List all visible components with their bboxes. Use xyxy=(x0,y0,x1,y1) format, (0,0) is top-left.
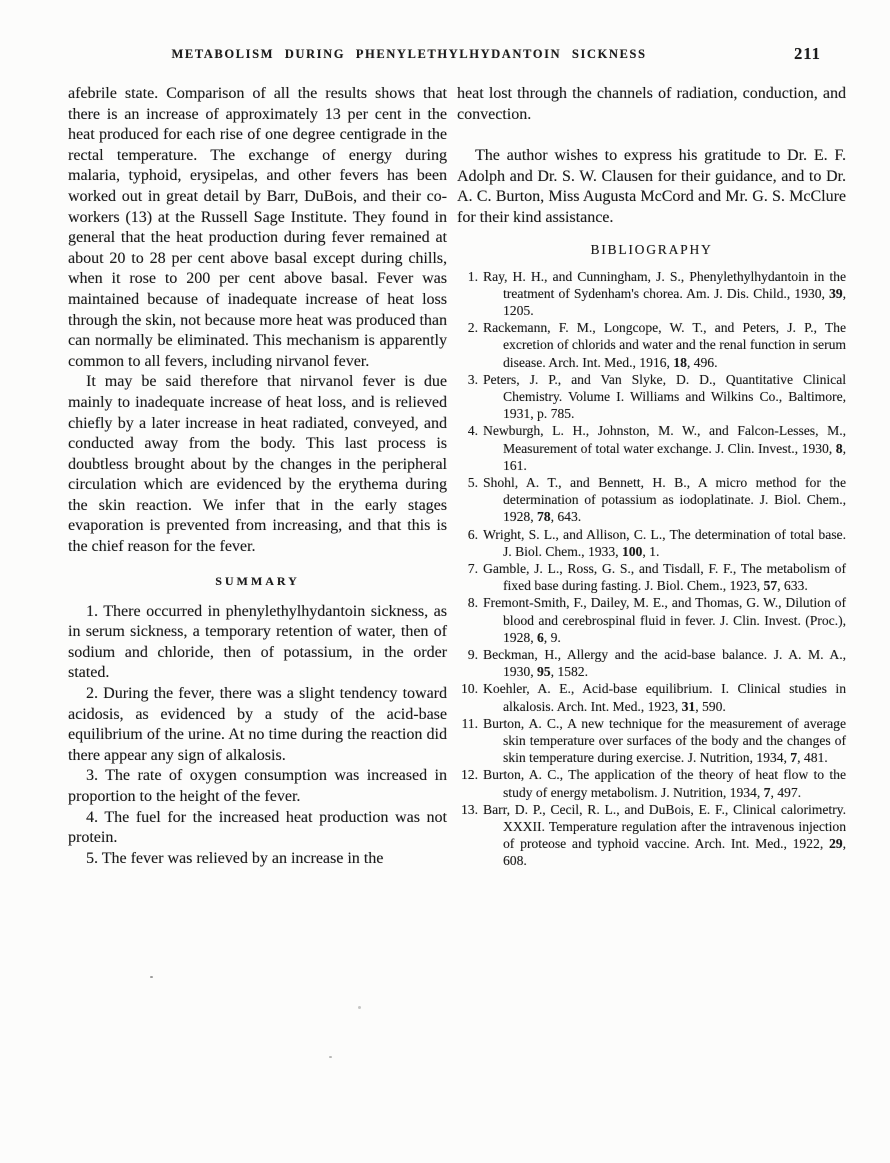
reference-number: 10. xyxy=(461,681,478,697)
summary-item: 3. The rate of oxygen consumption was increased in proportion to the height of the fever. xyxy=(68,767,447,805)
body-paragraph: afebrile state. Comparison of all the results shows that there is an increase of approximately 13 per cent in the heat produced for each rise of one degree centigrade in the rectal temperature. The exchange of energy during malaria, typhoid, erysipelas, and other fevers has been worked out in great detail by Barr, DuBois, and their co-workers (13) at the Russell Sage Institute. They found in general that the heat production during fever remained at about 20 to 28 per cent above basal except during chills, when it rose to 200 per cent above basal. Fever was maintained because of inadequate increase of heat loss through the skin, not because more heat was produced than can normally be eliminated. This mechanism is apparently common to all fevers, including nirvanol fever. xyxy=(68,85,447,370)
bibliography-heading: BIBLIOGRAPHY xyxy=(590,241,713,257)
reference-text: Wright, S. L., and Allison, C. L., The determination of total base. J. Biol. Chem., 1933, xyxy=(483,526,846,559)
reference-number: 4. xyxy=(467,423,478,439)
reference-text: , 1205. xyxy=(503,285,846,318)
reference-text: , 633. xyxy=(777,578,808,594)
reference-text: , 1582. xyxy=(550,664,588,680)
summary-item: 2. During the fever, there was a slight tendency toward acidosis, as evidenced by a study of the acid-base equilibrium of the urine. At no time during the reaction did there appear any sign of alkalosis. xyxy=(68,685,447,764)
scan-speck xyxy=(150,976,153,978)
reference-text: , 608. xyxy=(503,836,846,869)
reference-item xyxy=(457,474,846,526)
reference-text: Ray, H. H., and Cunningham, J. S., Phenylethylhydantoin in the treatment of Sydenham's chorea. Am. J. Dis. Child., 1930, xyxy=(483,268,846,301)
reference-text: , 161. xyxy=(503,440,846,473)
summary-item: 5. The fever was relieved by an increase in the xyxy=(86,849,384,867)
reference-number: 1. xyxy=(467,268,478,284)
scan-speck xyxy=(329,1056,332,1058)
acknowledgment-paragraph: The author wishes to express his gratitude to Dr. E. F. Adolph and Dr. S. W. Clausen for their guidance, and to Dr. A. C. Burton, Miss Augusta McCord and Mr. G. S. McClure for their kind assistance. xyxy=(457,147,846,226)
reference-number: 9. xyxy=(467,647,478,663)
reference-volume: 39 xyxy=(829,285,843,301)
scan-speck xyxy=(358,1006,361,1009)
reference-volume: 31 xyxy=(681,698,696,714)
reference-volume: 29 xyxy=(829,836,843,852)
reference-item xyxy=(457,319,846,371)
reference-item xyxy=(457,594,846,646)
reference-volume: 78 xyxy=(536,509,551,525)
reference-item xyxy=(457,422,846,474)
reference-number: 13. xyxy=(461,801,478,817)
reference-text: Newburgh, L. H., Johnston, M. W., and Falcon-Lesses, M., Measurement of total water exchange. J. Clin. Invest., 1930, xyxy=(483,423,846,456)
reference-text: Peters, J. P., and Van Slyke, D. D., Quantitative Clinical Chemistry. Volume I. Williams and Wilkins Co., Baltimore, 1931, p. 785. xyxy=(483,371,846,422)
page-number: 211 xyxy=(794,44,821,63)
summary-item: 1. There occurred in phenylethylhydantoin sickness, as in serum sickness, a temporary retention of water, then of sodium and chloride, then of potassium, in the order stated. xyxy=(68,602,447,682)
body-paragraph: It may be said therefore that nirvanol fever is due mainly to inadequate increase of heat loss, and is relieved chiefly by a later increase in heat radiated, conveyed, and conducted away from the body. This last process is doubtless brought about by the changes in the peripheral circulation which are evidenced by the erythema during the skin reaction. We infer that in the early stages evaporation is prevented from increasing, and that this is the chief reason for the fever. xyxy=(68,373,447,556)
reference-item xyxy=(457,680,846,714)
reference-number: 6. xyxy=(467,526,478,542)
reference-text: Burton, A. C., The application of the theory of heat flow to the study of energy metabolism. J. Nutrition, 1934, xyxy=(483,767,846,800)
reference-text: Beckman, H., Allergy and the acid-base balance. J. A. M. A., 1930, xyxy=(483,647,846,680)
reference-number: 2. xyxy=(467,320,478,336)
reference-number: 7. xyxy=(467,561,478,577)
reference-text: Gamble, J. L., Ross, G. S., and Tisdall, F. F., The metabolism of fixed base during fasting. J. Biol. Chem., 1923, xyxy=(483,561,846,594)
right-column xyxy=(457,84,846,870)
reference-text: , 481. xyxy=(797,750,828,766)
reference-item xyxy=(457,646,846,680)
reference-volume: 57 xyxy=(763,578,778,594)
reference-text: , 643. xyxy=(550,509,582,525)
reference-volume: 7 xyxy=(790,750,798,766)
reference-item xyxy=(457,526,846,560)
reference-volume: 7 xyxy=(763,784,771,800)
summary-heading: SUMMARY xyxy=(215,573,300,588)
reference-text: Koehler, A. E., Acid-base equilibrium. I. Clinical studies in alkalosis. Arch. Int. Med., 1923, xyxy=(483,681,846,714)
reference-text: , 1. xyxy=(642,543,660,559)
reference-text: Barr, D. P., Cecil, R. L., and DuBois, E. F., Clinical calorimetry. XXXII. Temperature regulation after the intravenous injection of proteose and typhoid vaccine. Arch. Int. Med., 1922, xyxy=(483,801,846,852)
reference-item xyxy=(457,801,846,870)
reference-volume: 6 xyxy=(536,629,544,645)
reference-text: Rackemann, F. M., Longcope, W. T., and Peters, J. P., The excretion of chlorids and water and the renal function in serum disease. Arch. Int. Med., 1916, xyxy=(483,320,846,370)
reference-text: Burton, A. C., A new technique for the measurement of average skin temperature over surfaces of the body and the changes of skin temperature during exercise. J. Nutrition, 1934, xyxy=(483,715,846,766)
reference-item xyxy=(457,766,846,800)
reference-volume: 18 xyxy=(673,354,687,370)
summary-item: 4. The fuel for the increased heat production was not protein. xyxy=(68,808,447,847)
running-head-title: METABOLISM DURING PHENYLETHYLHYDANTOIN SICKNESS xyxy=(171,47,647,61)
reference-volume: 100 xyxy=(621,543,643,559)
reference-volume: 8 xyxy=(835,440,843,456)
reference-item xyxy=(457,560,846,594)
reference-number: 11. xyxy=(461,715,478,731)
reference-item xyxy=(457,715,846,767)
reference-text: , 496. xyxy=(686,354,718,370)
left-column xyxy=(68,84,447,869)
reference-volume: 95 xyxy=(536,664,551,680)
reference-number: 12. xyxy=(461,767,478,783)
reference-number: 3. xyxy=(467,371,478,387)
reference-item xyxy=(457,371,846,423)
reference-number: 5. xyxy=(467,475,478,490)
reference-text: Shohl, A. T., and Bennett, H. B., A micro method for the determination of potassium as iodoplatinate. J. Biol. Chem., 1928, xyxy=(483,475,846,525)
reference-text: , 497. xyxy=(770,784,802,800)
reference-text: , 9. xyxy=(543,629,561,645)
reference-number: 8. xyxy=(467,595,478,611)
reference-list xyxy=(457,268,846,870)
reference-text: Fremont-Smith, F., Dailey, M. E., and Thomas, G. W., Dilution of blood and cerebrospinal fluid in fever. J. Clin. Invest. (Proc.), 1928, xyxy=(483,595,846,645)
reference-text: , 590. xyxy=(695,698,726,714)
body-paragraph: heat lost through the channels of radiation, conduction, and convection. xyxy=(457,85,846,123)
reference-item xyxy=(457,268,846,320)
